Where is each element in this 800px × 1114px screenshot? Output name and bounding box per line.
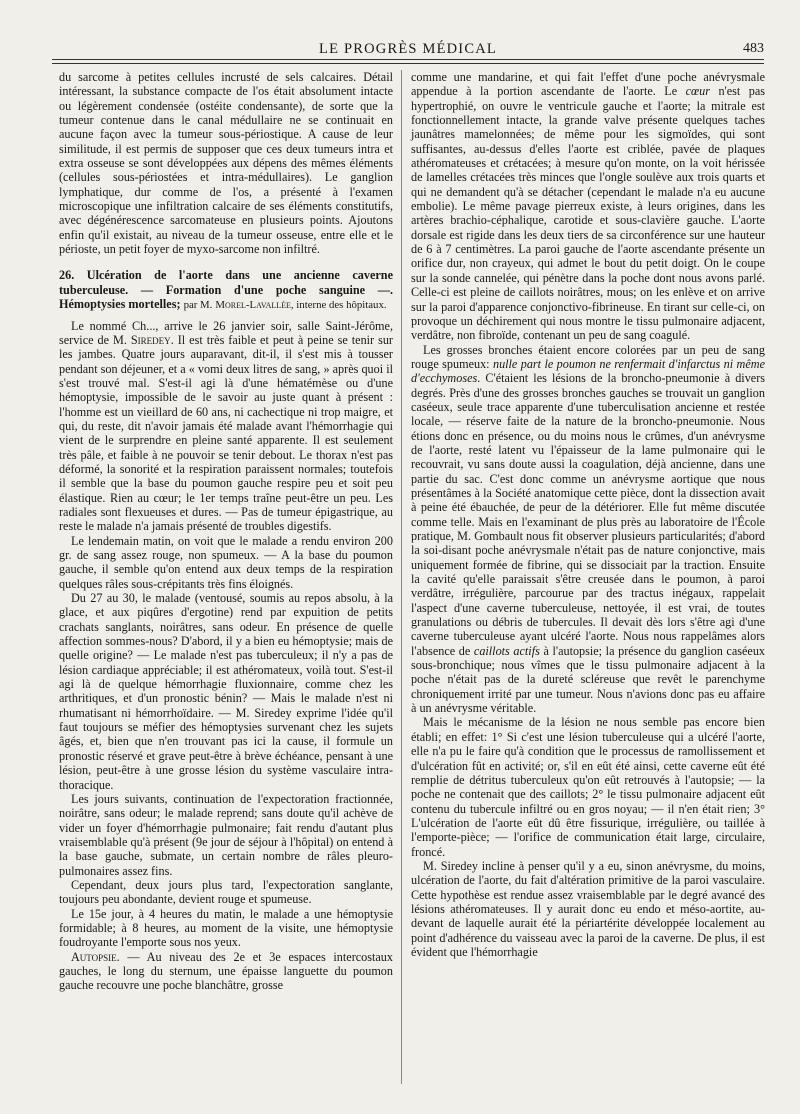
right-column bbox=[411, 70, 765, 959]
text-run: . C'étaient les lésions de la broncho-pneumonie à divers degrés. Près d'une des grosses bronches gauches se trouvait un ganglion caséeux, seule trace apparente d'une tuberculisation ancienne et restée locale, — réserve faite de la nature de la broncho-pneumonie. Nous étions donc en présence, ou du moins nous le crûmes, d'un anévrysme de l'aorte, resté latent vu l'épaisseur de la lame pulmonaire qui le recouvrait, vu sans doute aussi la coagulation, déjà ancienne, dans une partie du sac. C'est donc comme un anévrysme aortique que nous présentâmes à la Société anatomique cette pièce, dont la dissection avait à peine été ébauchée, de peur de la détériorer. Elle fut même discutée comme telle. Mais en l'examinant de plus près au laboratoire de l'École pratique, M. Gombault nous fit observer plusieurs particularités; d'abord la soi-disant poche anévrysmale n'était pas de nature conjonctive, mais uniquement formée de fibrine, qui se dissociait par la traction. Ensuite la cavité qu'elle paraissait s'être creusée dans le poumon, à paroi verdâtre, irrégulière, parcourue par des tractus inégaux, rappelait l'aspect d'une caverne tuberculeuse, nettoyée, il est vrai, de toutes granulations ou débris de tubercules. Il devait dès lors s'être agi d'une caverne tuberculeuse ayant ulcéré l'aorte. Nous nous rappelâmes alors l'absence de bbox=[411, 371, 765, 658]
paragraph: M. Siredey incline à penser qu'il y a eu, sinon anévrysme, du moins, ulcération de l'aorte, du fait d'altération primitive de la paroi vasculaire. Cette hypothèse est rendue assez vraisemblable par le degré avancé des lésions athéromateuses. Il y aurait donc eu endo et méso-aortite, au-devant de laquelle aurait été la périartérite développée localement au point d'adhérence du vaisseau avec la paroi de la caverne. De plus, il est évident que l'hémorrhagie bbox=[411, 858, 765, 959]
italic-text: caillots actifs bbox=[473, 643, 540, 658]
text-run: à l'autopsie; la présence du ganglion caséeux sous-bronchique; nous vîmes que le tissu pulmonaire adjacent à la poche n'était pas de la dureté scléreuse que revêt le parenchyme chroniquement irrité par une tumeur. Nous n'avions donc pas eu affaire à un anévrysme véritable. bbox=[411, 643, 766, 716]
author-name: Morel-Lavallée bbox=[215, 299, 291, 312]
paragraph: Le lendemain matin, on voit que le malade a rendu environ 200 gr. de sang assez rouge, non spumeux. — A la base du poumon gauche, il semble qu'on entend aux deux temps de la respiration quelques râles sous-crépitants très fins éloignés. bbox=[59, 533, 393, 591]
paragraph bbox=[59, 950, 393, 993]
text-run: n'est pas hypertrophié, on ouvre le ventricule gauche et l'aorte; la mitrale est fonctionnellement intacte, la grande valve présente quelques taches jaunâtres mamelonnées; de même pour les sigmoïdes, qui sont suffisantes, au-dessus d'elles l'aorte est criblée, pavée de plaques athéromateuses et crétacées; à mesure qu'on monte, on la voit hérissée de lamelles crétacées très minces que l'ongle soulève aux trois quarts et qui ne demandent qu'à se détacher (cependant le malade n'a eu aucune embolie). Le même pavage pierreux existe, à leurs origines, dans les artères brachio-céphalique, carotide et sous-clavière gauche. L'aorte dorsale est rigide dans les deux tiers de sa circonférence sur une hauteur de 6 à 7 centimètres. La paroi gauche de l'aorte ascendante présente un orifice dur, non crayeux, qui admet le bout du petit doigt. On le coupe sur la sonde cannelée, qui pénètre dans la poche dont nous avons parlé. Celle-ci est pleine de caillots noirâtres, mous; on les enlève et on arrive sur la paroi d'apparence conjonctivo-fibrineuse. En tirant sur celle-ci, on provoque un déchirement qui nous montre le tissu pulmonaire adjacent, verdâtre, non fibroïde, contenant un peu de sang coagulé. bbox=[411, 84, 765, 343]
paragraph: Mais le mécanisme de la lésion ne nous semble pas encore bien établi; en effet: 1° Si c'est une lésion tuberculeuse qui a ulcéré l'aorte, elle n'a pu le faire qu'à condition que le processus de ramollissement et d'ulcération fût en activité; or, s'il en eût été ainsi, cette caverne eût été remplie de détritus tuberculeux qu'on eût retrouvés à l'autopsie; — la poche ne contenait que des caillots; 2° le tissu pulmonaire adjacent eût contenu du tubercule infiltré ou en gros noyau; — il n'en était rien; 3° L'ulcération de l'aorte eût dû être fissurique, irrégulière, ou taillée à l'emporte-pièce; — l'orifice de communication était large, circulaire, froncé. bbox=[411, 715, 765, 859]
section-label: Autopsie. bbox=[71, 949, 120, 964]
case-heading bbox=[59, 268, 393, 312]
text-run: Le nommé Ch..., arrive le 26 janvier soir, salle Saint-Jérôme, service de M. bbox=[59, 318, 393, 347]
journal-title: LE PROGRÈS MÉDICAL bbox=[319, 41, 497, 57]
paragraph: Du 27 au 30, le malade (ventousé, soumis au repos absolu, à la glace, et aux piqûres d'ergotine) rend par expuition de petits crachats sanglants, noirâtres, sans odeur. En présence de quelle affection sommes-nous? D'abord, il y a bien eu hémoptysie; mais de quelle origine? — Le malade n'est pas tuberculeux; il n'y a pas de lésion cardiaque appréciable; il est athéromateux, voilà tout. S'est-il agi là de quelque hémorrhagie fluxionnaire, comme chez les arthritiques, et d'un pronostic bénin? — Mais le malade n'est ni rhumatisant ni hémorrhoïdaire. — M. Siredey exprime l'idée qu'il faut toujours se méfier des hémoptysies survenant chez les sujets âgés, et, bien que n'en trouvant pas ici la cause, il formule un pronostic réservé et grave peut-être à brève échéance, pensant à une lésion, peut-être à une grosse lésion du système vasculaire intra-thoracique. bbox=[59, 591, 393, 792]
paragraph bbox=[411, 70, 765, 343]
case-title: Ulcération de l'aorte dans une ancienne caverne tuberculeuse. — Formation d'une poche sanguine —. Hémoptysies mortelles; bbox=[59, 268, 393, 312]
italic-text: cœur bbox=[685, 84, 710, 99]
page-header bbox=[52, 41, 764, 63]
text-run: comme une mandarine, et qui fait l'effet d'une poche anévrysmale appendue à la portion ascendante de l'aorte. Le bbox=[411, 70, 765, 99]
person-name: Siredey bbox=[130, 332, 171, 347]
paragraph: du sarcome à petites cellules incrusté de sels calcaires. Détail intéressant, la substance compacte de l'os était absolument intacte ou légèrement condensée (ostéite condensante), de sorte que la tumeur contenue dans le canal médullaire ne se continuait en aucune façon avec la tumeur sous-périostique. A cause de leur similitude, il est permis de supposer que ces deux tumeurs intra et extra osseuse se sont développées aux dépens des mêmes éléments (cellules sous-périostées et intra-médullaires). Le ganglion lymphatique, dur comme de l'os, a présenté à l'examen microscopique une infiltration calcaire de ses éléments constitutifs, avec dégénérescence sarcomateuse en plusieurs points. Ajoutons enfin qu'il existait, au niveau de la tumeur osseuse, entre elle et le périoste, un petit foyer de myxo-sarcome non infiltré. bbox=[59, 70, 393, 257]
column-divider bbox=[401, 70, 402, 1084]
text-run: — Au niveau des 2e et 3e espaces intercostaux gauches, le long du sternum, une épaisse languette du poumon gauche recouvre une poche blanchâtre, grosse bbox=[59, 949, 393, 993]
paragraph: Cependant, deux jours plus tard, l'expectoration sanglante, toujours peu abondante, devient rouge et spumeuse. bbox=[59, 877, 393, 907]
author-suffix: , interne des hôpitaux. bbox=[290, 299, 387, 312]
paragraph: Le 15e jour, à 4 heures du matin, le malade a une hémoptysie formidable; à 8 heures, au moment de la visite, une hémoptysie foudroyante l'emporte sous nos yeux. bbox=[59, 906, 393, 950]
author-prefix: par M. bbox=[183, 299, 213, 312]
paragraph bbox=[411, 343, 765, 716]
page-number: 483 bbox=[743, 41, 764, 56]
paragraph: Les jours suivants, continuation de l'expectoration fractionnée, noirâtre, sans odeur; le malade reprend; sans doute qu'il achève de vider un foyer d'hémorrhagie pulmonaire; fait rendu d'autant plus vraisemblable qu'à présent (9e jour de séjour à l'hôpital) on entend à la base gauche, submate, un certain nombre de râles pleuro-pulmonaires assez fins. bbox=[59, 791, 393, 878]
text-run: . Il est très faible et peut à peine se tenir sur les jambes. Quatre jours auparavant, dit-il, il s'est mis à tousser pendant son déjeuner, et a « vomi deux litres de sang, » après quoi il s'est trouvé mal. S'est-il agi là d'une hématémèse ou d'une hémoptysie, impossible de le savoir au juste quant à présent : l'homme est un vieillard de 60 ans, ni cachectique ni trop maigre, et qui, du reste, dit n'avoir jamais été malade avant l'hémorrhagie qui vient de le surprendre en pleine santé apparente. Il est seulement très pâle, et faible à ne pouvoir se tenir debout. Le thorax n'est pas déformé, la sonorité et la respiration paraissent normales; toutefois il semble que la base du poumon gauche respire peu et soit peu élastique. Rien au cœur; le 1er temps traîne peut-être un peu. Les radiales sont flexueuses et dures. — Pas de tumeur épigastrique, au reste le malade n'a jamais présenté de troubles digestifs. bbox=[59, 332, 393, 534]
case-number: 26. bbox=[59, 268, 75, 283]
italic-text: nulle part le poumon ne renfermait d'infarctus ni même d'ecchymoses bbox=[411, 356, 765, 386]
text-run: Les grosses bronches étaient encore colorées par un peu de sang rouge spumeux: bbox=[411, 342, 765, 371]
left-column bbox=[59, 70, 393, 993]
header-rule bbox=[52, 59, 764, 64]
paragraph bbox=[59, 319, 393, 534]
